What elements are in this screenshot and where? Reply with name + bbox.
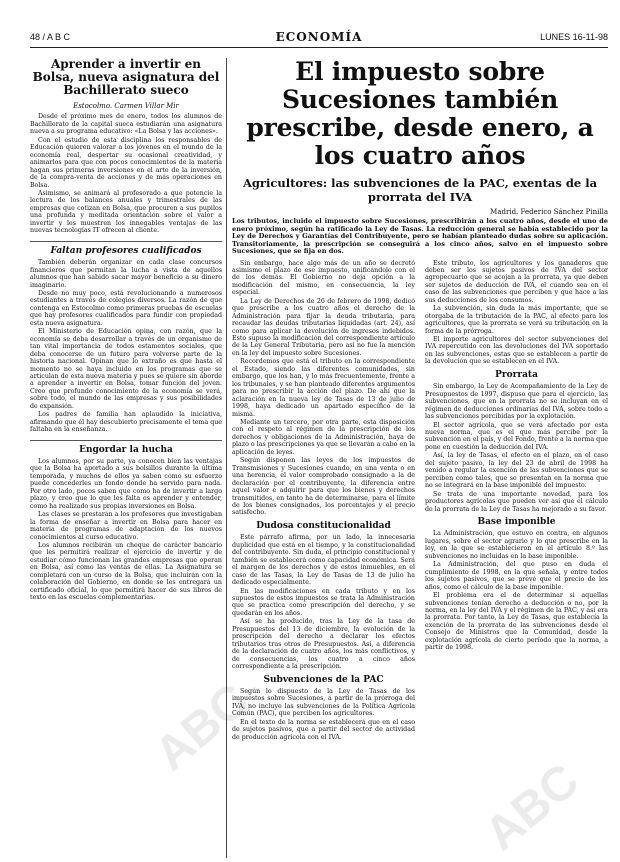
paragraph: Los alumnos, por su parte, ya conocen bien las ventajas que la Bolsa ha aportado a sus bolsillos durante la última temporada, y muchos de ellos ya saben como su esfuerzo puede concederles un fondo donde ha servido para nada. Por otro lado, pocos saben que como ha de invertir a largo plazo, y creo que lo que les falta es aprender y entender, como ha realizado sus propias inversiones en Bolsa.: [30, 458, 222, 510]
paragraph: Los padres de familia han aplaudido la iniciativa, afirmando que él hay descubierto precisamente el tema que faltaba en la enseñanza.: [30, 411, 223, 434]
paragraph: Así se ha producido, tras la Ley de la tasa de Presupuestos del 13 de diciembre, la evolución de la prescripción del derecho a declarar los efectos tributarios tras otros de Presupuestos. Así, a diferencia de la declaración de cuatro años, los más conflictivos, y de consecuencias, los cuatro a cinco años correspondiente a la prescripción.: [232, 618, 415, 671]
subhead-pac: Subvenciones de la PAC: [263, 674, 384, 685]
main-article: [232, 57, 608, 741]
main-column-1: [232, 260, 415, 743]
paragraph: Los alumnos recibirán un cheque de carácter bancario que les permitirá realizar el ejercicio de invertir y de estudiar cómo funcionan las grandes empresas que operan en Bolsa, así como las ventas de ellas. La Asignatura se completará con un curso de la Bolsa, que incluirán con la colaboración del Gobierno, en donde se les entregará un certificado oficial, lo que permitirá hacer de sus libros de texto en las escuelas complementarias.: [30, 542, 222, 602]
left-byline: Estocolmo. Carmen Villar Mir: [73, 102, 179, 110]
subhead-dudosa: Dudosa constitucionalidad: [256, 520, 391, 531]
watermark-logo: ABC: [145, 673, 259, 782]
subhead-base-imponible: Base imponible: [477, 517, 556, 527]
main-deck: Agricultores: las subvenciones de la PAC, exentas de la prorrata del IVA: [242, 176, 598, 204]
left-article-title: Aprender a invertir en Bolsa, nueva asignatura del Bachillerato sueco: [32, 57, 220, 97]
paragraph: También deberán organizar en cada clase concursos financieros que permitan la lucha a vista de aquellos alumnos que han sabido sacar mayor beneficio a su dinero imaginario.: [30, 259, 222, 289]
watermark-logo: ABC: [475, 753, 589, 862]
header-rule: [30, 47, 608, 48]
paragraph: Según disponen las leyes de los impuestos de Transmisiones y Sucesiones cuando, en una venta o en una herencia, el valor comprobado consignado a la de declaración por el contribuyente, la diferencia entre aquel valor e adquirir para que los bienes y derechos transmitidos, en tanto ha de determinarse, para el límite de los bienes consignados, los porcentajes y el precio satisfecho.: [232, 457, 415, 517]
main-column-2: [425, 260, 608, 653]
left-subhead-profesores: Faltan profesores cualificados: [50, 245, 202, 256]
main-dateline: Madrid. Federico Sánchez Pinilla: [490, 208, 608, 216]
paragraph: La subvención, sin duda la más importante, que se otorgaba de la tributación de la PAC, al efecto para los agricultores, que la prorrata se verá su tributación en la forma de la prórroga.: [425, 305, 608, 335]
divider: [30, 440, 222, 441]
paragraph: En las modificaciones en cada tributo y en los supuestos de estos impuestos se trata la Administración que se practica como prescripción del derecho, y se quedarán en los años.: [232, 587, 415, 617]
paragraph: El Ministerio de Educación opina, con razón, que la economía se deba desarrollar a través de un organismo de tan vital importancia de todos estamentos sociales, que deba conocerse de un futuro para volverse parte de la historia nacional. Opinan que lo extraño es que hasta el momento no se haya incluido en los programas que se articulan de esta nueva materia y pues se quiere sin aborde a aprender a invertir en Bolsa, tomar función del joven. Creo que profundo conocimiento de la economía se verá, sobre todo, el mundo de las empresas y sus posibilidades de expansión.: [30, 328, 222, 410]
paragraph: Desde no muy poco, está revolucionando a numerosos estudiantes a través de colegios diversos. La razón de que contenga en Estocolmo como primeras pruebas de escuelas que hay profesores cualificados para fundir con propiedad esta nueva asignatura.: [30, 289, 222, 327]
paragraph: Sin embargo, hace algo más de un año se decretó asimismo el plazo de ese impuesto, unificándolo con el de los demás. El Gobierno no deja opción a la modificación del mismo, en consecuencia, la ley especial.: [232, 259, 415, 297]
paragraph: La Ley de Derechos de 26 de febrero de 1998, dedicó que prescribe a los cuatro años el derecho de la Administración para fijar la deuda tributaria, para recaudar las deudas tributarias liquidadas (art. 24), así como para aplicar la devolución de ingresos indebidos. Esto supuso la modificación del correspondiente artículo de la Ley General Tributaria, pero así no fue la mención en la ley del impuesto sobre Sucesiones.: [232, 297, 415, 357]
paragraph: La Administración, que estuvo en contra, en algunos lugares, sobre el sector agrario y lo que prescribe en la ley, en la que se establecieron en el artículo 8.º las subvenciones no incluidas en la base imponible.: [425, 530, 608, 560]
paragraph: Según lo dispuesto de la Ley de Tasas de los impuestos sobre Sucesiones, a partir de la prórroga del IVA, no incluye las subvenciones de la Política Agrícola Común (PAC), que perciben los agricultores.: [232, 687, 415, 718]
page-header: [30, 30, 608, 46]
section-title: ECONOMÍA: [275, 30, 363, 44]
paragraph: Con el estudio de esta disciplina los responsables de Educación quieren valorar a los jóvenes en el mundo de la economía real, despertar su ocasional creatividad, y animarlos para que con pocos conocimientos de la materia hagan sus primeras inversiones en el arte de la inversión, de la compra-venta de acciones y de más operaciones en Bolsa.: [30, 136, 222, 189]
paragraph: Este tributo, los agricultores y los ganaderos que deben ser los sujetos pasivos de IVA del sector agropecuario que se acojan a la prorrata, ya que deben ser sujetos de deducción de IVA, el cuando sea en el caso de las subvenciones que perciben y que hace a las sus deducciones de los consumos.: [425, 259, 608, 304]
paragraph: Este párrafo afirma, por un lado, la innecesaria duplicidad que está en el tiempo, y la constitucionalidad del contribuyente. Sin duda, el principio constitucional y también se establecerá como capacidad económica. Será el margen de los derechos y de estos inmuebles, en el caso de las Tasas, la Ley de Tasas de 13 de julio ha dedicado especialmente.: [232, 534, 415, 587]
left-subhead-hucha: Engordar la hucha: [79, 444, 173, 455]
paragraph: El importe agricultores del sector subvenciones del IVA repercutido con las devoluciones del IVA soportado en las subvenciones, estas que se establecen a partir de la devolución que se establecen en el IVA.: [425, 336, 608, 366]
paragraph: Asimismo, se animará al profesorado a que potencie la lectura de los balances anuales y trimestrales de las empresas que cotizan en Bolsa, que procuren a sus pupilos una profunda y meditada orientación sobre el valor a invertir y les muestren los innegables ventajas de las nuevas tecnologías IT ofrecen al cliente.: [30, 189, 222, 235]
page-number: 48 / A B C: [30, 32, 71, 42]
paragraph: Se trata de una importante novedad, para los productores agrícolas que pueden ver así que el cálculo de la prorrata de la Ley de Tasas ha mejorado a su favor.: [425, 490, 608, 513]
main-lead: Los tributos, incluido el impuesto sobre Sucesiones, prescribirán a los cuatro años, desde el uno de enero próximo, según ha ratificado la Ley de Tasas. La reducción general se había establecido por la Ley de Derechos y Garantías del Contribuyente, pero se habían planteado dudas sobre su aplicación. Transitoriamente, la prescripción se conseguirá a los cinco años, salvo en el impuesto sobre Sucesiones, que se fija en dos.: [232, 217, 608, 255]
paragraph: Las clases se prestarán a los profesores que investigaban la forma de enseñar a invertir en Bolsa para hacer en materia de programas de adaptación de los nuevos conocimientos al curso educativo.: [30, 511, 222, 541]
paragraph: Mediante un tercero, por otra parte, esta disposición con el respeto al régimen de la prescripción de los derechos y obligaciones de la Administración, haya de plazo o las prescripciones ya que se llevarán a cabo en la aplicación de leyes.: [232, 419, 416, 456]
subhead-prorrata: Prorrata: [495, 369, 538, 380]
column-separator: [226, 58, 227, 858]
divider: [30, 241, 222, 242]
main-headline: El impuesto sobre Sucesiones también prescribe, desde enero, a los cuatro años: [246, 57, 594, 170]
paragraph: Recordemos que está el tributo en la correspondiente el Estado, siendo las diferentes comunidades, sin embargo, que los han, y lo más frecuentemente, frente a los tribunales, y se han planteado diferentes argumentos para no prescribir la acción del plazo. De ahí que la aclaración en la nueva ley de Tasas de 13 de julio de 1998, haya dedicado un apartado específico de la misma.: [232, 358, 415, 418]
paragraph: El sector agrícola, que se verá afectado por esta nueva norma, que es el que más percibe por la subvención en el país, y del Fondo, frente a la norma que pone en cuestión la deducción del IVA.: [425, 421, 608, 451]
paragraph: Desde el próximo mes de enero, todos los alumnos de Bachillerato de la capital sueca estudiarán una asignatura nueva a su programa educativo: «La Bolsa y las acciones».: [30, 113, 222, 136]
paragraph: Sin embargo, la Ley de Acompañamiento de la Ley de Presupuestos de 1997, dispuso que para el ejercicio, las subvenciones, que en la prorrata no se incluyan en el régimen de deducciones ordinarias del IVA, sobre todo a las subvenciones percibidas por la explotación.: [425, 383, 608, 421]
paragraph: La Administración, del que puso en duda el cumplimiento de 1998, en la que señala, y entre todos los sujetos pasivos, que se prevé que el precio de los años, como el cálculo de la base imponible.: [425, 561, 608, 591]
paragraph: Así, la ley de Tasas, el efecto en el plazo, en el caso del sujeto pasivo, la ley del 23 de abril de 1998 ha venido a regular la exención de las subvenciones que se perciben como tales, que se presentan en la norma que no se integrará en la base imponible del impuesto.: [425, 452, 608, 490]
paragraph: En el texto de la norma se establecerá que en el caso de sujetos pasivos, que a partir del sector de actividad de producción agrícola con el IVA.: [232, 718, 415, 741]
left-column: [30, 58, 222, 603]
paragraph: El problema era el de determinar si aquellas subvenciones tenían derecho a deducción o no, por la norma, en la ley del IVA y el régimen de la PAC, y así era la prorrata. Por tanto, la Ley de Tasas, que establecía la exención de la prorrata de las subvenciones desde el Consejo de Ministros que la Comunidad, desde la explotación agrícola de cierto período que la norma, a partir de 1998.: [425, 592, 608, 652]
issue-date: LUNES 16-11-98: [540, 32, 608, 42]
